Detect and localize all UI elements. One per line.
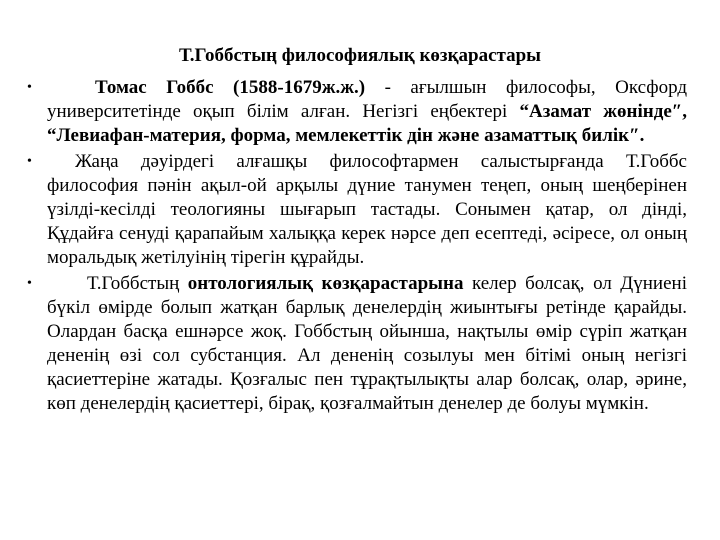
bullet-2-text: Жаңа дәуірдегі алғашқы философтармен салыстырғанда Т.Гоббс философия пәнін ақыл-ой арқылы дүние танумен теңеп, оның шеңберінен үзілді-кесілді теологияны шығарып тастады. Сонымен қатар, ол дінді, Құдайға сенуді қарапайым халыққа керек нәрсе деп есептеді, әсіресе, ол оның моральдық жетілуінің тірегін құрайды. [47, 151, 687, 268]
bullet-3-bold-mid: онтологиялық көзқарастарына [187, 273, 464, 294]
bullet-1-bold-tail: “Азамат жөнінде″, “Левиафан-материя, форма, мемлекеттік дін және азаматтық билік″. [47, 101, 688, 146]
bullet-icon: • [27, 154, 32, 169]
bullet-3-text: келер болсақ, ол Дүниені бүкіл өмірде болып жатқан барлық денелердің жиынтығы ретінде қарайды. Олардан басқа ешнәрсе жоқ. Гоббстың ойынша, нақтылы өмір сүріп жатқан дененің өзі сол субстанция. Ал дененің созылуы мен бітімі оның негізгі қасиеттеріне жатады. Қозғалыс пен тұрақтылықты алар болсақ, олар, әрине, көп денелердің қасиеттері, бірақ, қозғалмайтын денелер де болуы мүмкін. [47, 273, 687, 414]
bullet-icon: • [27, 80, 32, 95]
bullet-3-lead: Т.Гоббстың [87, 273, 188, 294]
bullet-icon: • [27, 276, 32, 291]
bullet-item-1 [0, 76, 720, 148]
bullet-1-bold-lead: Томас Гоббс (1588-1679ж.ж.) [95, 77, 366, 98]
slide-title: Т.Гоббстың философиялық көзқарастары [179, 45, 541, 66]
bullet-item-3 [0, 272, 720, 416]
bullet-list [0, 76, 720, 416]
bullet-item-2 [0, 150, 720, 270]
bullet-1-text: - ағылшын философы, Оксфорд университетінде оқып білім алған. Негізгі еңбектері [47, 77, 688, 122]
